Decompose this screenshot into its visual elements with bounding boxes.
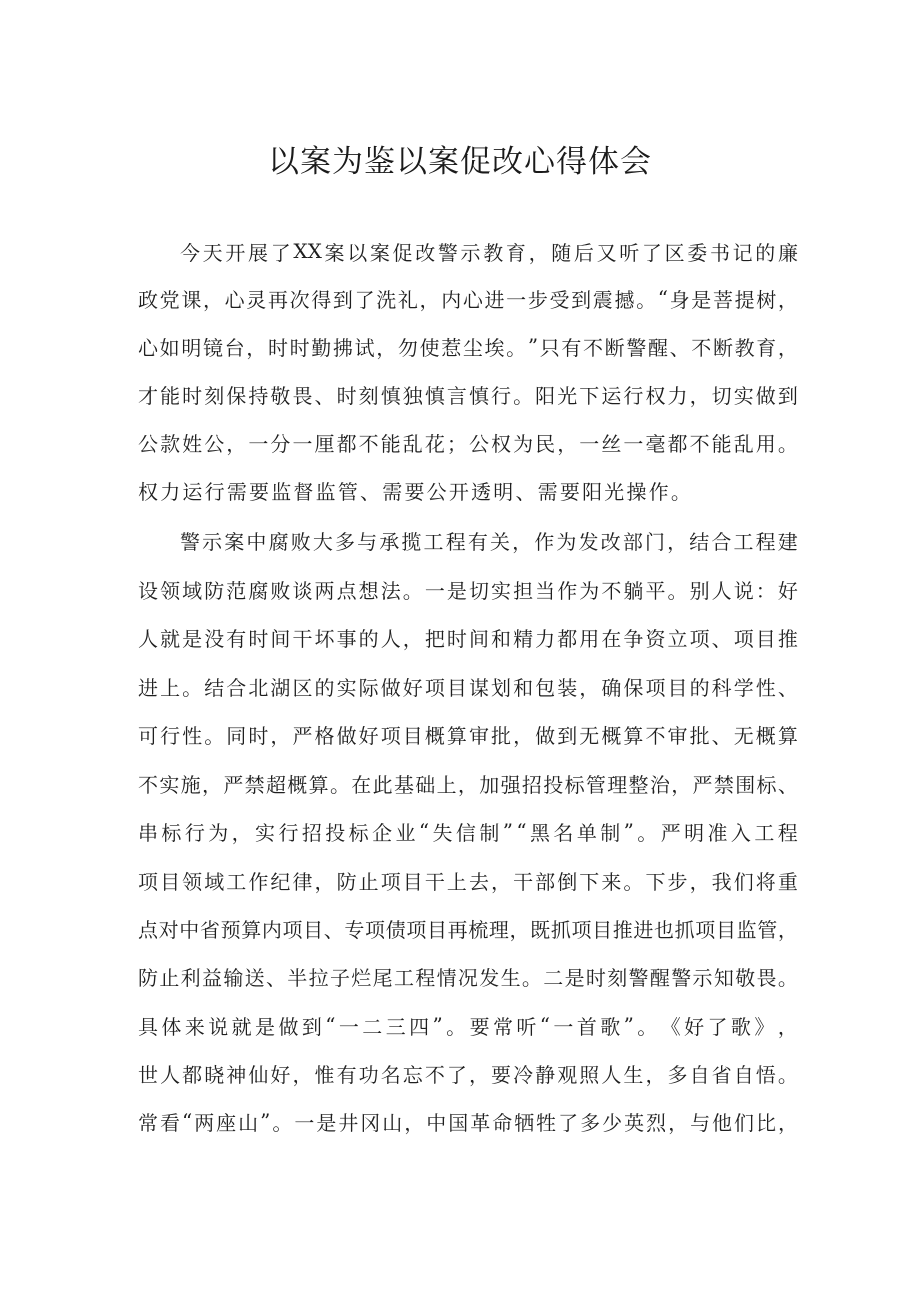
paragraph-line: 公 款 姓 公 ， 一 分 一 厘 都 不 能 乱 花 ； 公 权 为 民 ， 一 丝 一 毫 都 不 能 乱 用 。 <box>138 431 798 456</box>
paragraph-line: 设 领 域 防 范 腐 败 谈 两 点 想 法 。 一 是 切 实 担 当 作 为 不 躺 平 。 别 人 说 ： 好 <box>138 578 798 603</box>
paragraph-line: 政 党 课 ， 心 灵 再 次 得 到 了 洗 礼 ， 内 心 进 一 步 受 到 震 撼 。 “ 身 是 菩 提 树 ， <box>138 286 798 312</box>
paragraph-line: 权 力 运 行 需 要 监 督 监 管 、 需 要 公 开 透 明 、 需 要 阳 光 操 作 。 <box>138 479 694 504</box>
paragraph-line: 具 体 来 说 就 是 做 到 “ 一 二 三 四 ” 。 要 常 听 “ 一 首 歌 ” 。 《 好 了 歌 》 ， <box>138 1013 798 1039</box>
paragraph-line: 防 止 利 益 输 送 、 半 拉 子 烂 尾 工 程 情 况 发 生 。 二 是 时 刻 警 醒 警 示 知 敬 畏 。 <box>138 965 798 990</box>
paragraph-line: 可 行 性 。 同 时 ， 严 格 做 好 项 目 概 算 审 批 ， 做 到 无 概 算 不 审 批 、 无 概 算 <box>138 723 798 748</box>
document-title: 以案为鉴以案促改心得体会 <box>268 144 652 180</box>
paragraph-line: 世 人 都 晓 神 仙 好 ， 惟 有 功 名 忘 不 了 ， 要 冷 静 观 照 人 生 ， 多 自 省 自 悟 。 <box>138 1062 798 1087</box>
paragraph-line: 串 标 行 为 ， 实 行 招 投 标 企 业 “ 失 信 制 ” “ 黑 名 单 制 ” 。 严 明 准 入 工 程 <box>138 819 798 845</box>
paragraph-line: 才 能 时 刻 保 持 敬 畏 、 时 刻 慎 独 慎 言 慎 行 。 阳 光 下 运 行 权 力 ， 切 实 做 到 <box>138 383 798 408</box>
paragraph-line: 心 如 明 镜 台 ， 时 时 勤 拂 试 ， 勿 使 惹 尘 埃 。 ” 只 有 不 断 警 醒 、 不 断 教 育 ， <box>138 334 798 360</box>
paragraph-line: 点 对 中 省 预 算 内 项 目 、 专 项 债 项 目 再 梳 理 ， 既 抓 项 目 推 进 也 抓 项 目 监 管 ， <box>138 917 798 942</box>
paragraph-line: 警 示 案 中 腐 败 大 多 与 承 揽 工 程 有 关 ， 作 为 发 改 部 门 ， 结 合 工 程 建 <box>180 529 798 554</box>
paragraph-line: 人 就 是 没 有 时 间 干 坏 事 的 人 ， 把 时 间 和 精 力 都 用 在 争 资 立 项 、 项 目 推 <box>138 626 798 651</box>
paragraph-line: 项 目 领 域 工 作 纪 律 ， 防 止 项 目 干 上 去 ， 干 部 倒 下 来 。 下 步 ， 我 们 将 重 <box>138 869 798 894</box>
paragraph-line: 进 上 。 结 合 北 湖 区 的 实 际 做 好 项 目 谋 划 和 包 装 ， 确 保 项 目 的 科 学 性 、 <box>138 675 798 700</box>
paragraph-line: 今 天 开 展 了 XX 案 以 案 促 改 警 示 教 育 ， 随 后 又 听 了 区 委 书 记 的 廉 <box>180 239 798 265</box>
paragraph-line: 不 实 施 ， 严 禁 超 概 算 。 在 此 基 础 上 ， 加 强 招 投 标 管 理 整 治 ， 严 禁 围 标 、 <box>138 772 798 797</box>
paragraph-line: 常 看 “ 两 座 山 ” 。 一 是 井 冈 山 ， 中 国 革 命 牺 牲 了 多 少 英 烈 ， 与 他 们 比 ， <box>138 1109 798 1135</box>
